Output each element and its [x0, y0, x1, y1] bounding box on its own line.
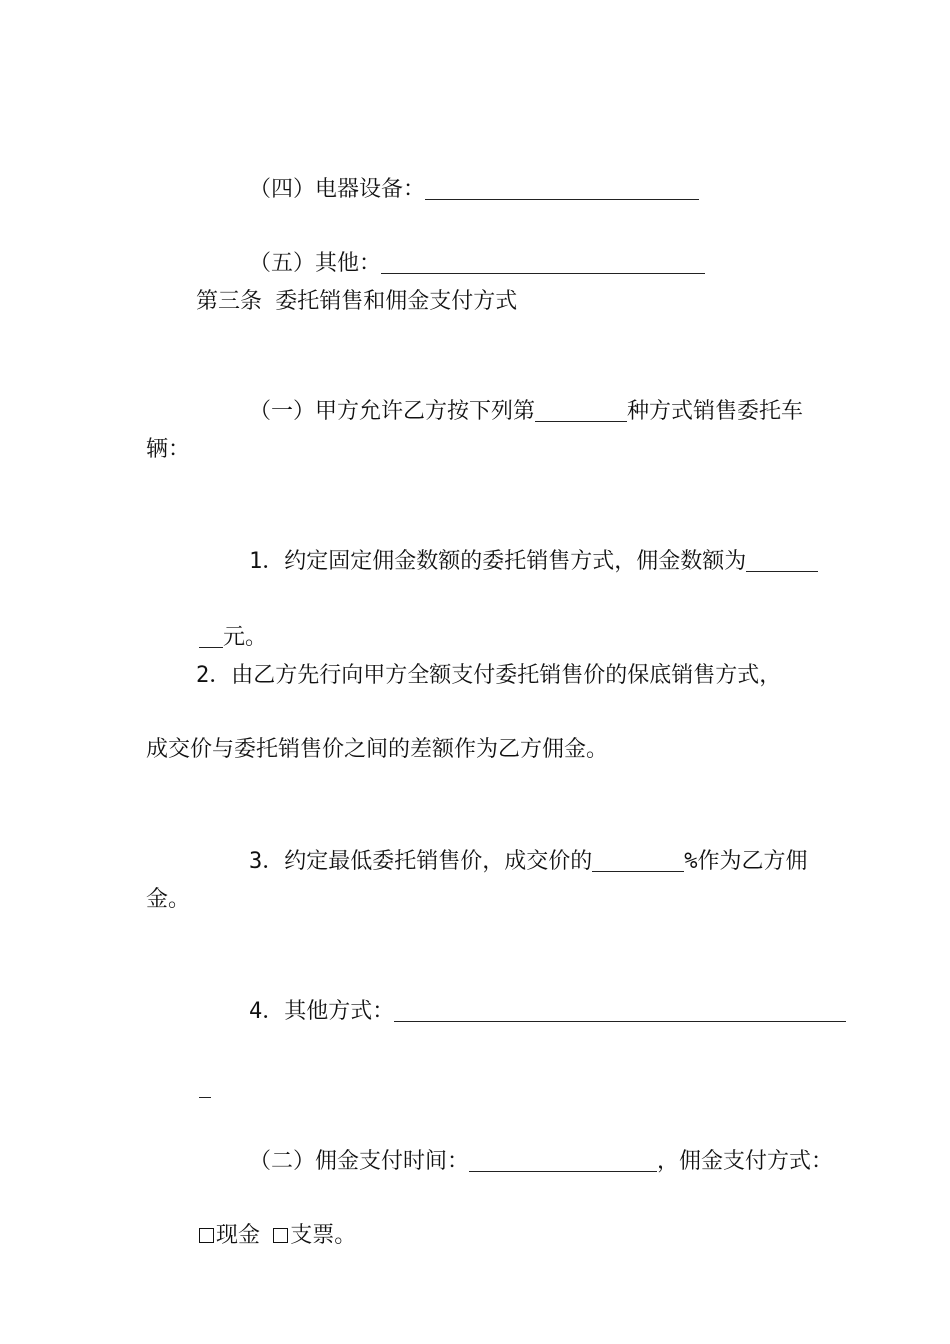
- fixed-commission-blank[interactable]: [746, 549, 818, 572]
- cash-checkbox[interactable]: [199, 1228, 214, 1243]
- payment-method-label: ，佣金支付方式：: [657, 1149, 834, 1174]
- fixed-commission-blank-cont[interactable]: [199, 625, 223, 648]
- payment-options-line: [146, 1182, 357, 1248]
- sale-method-continuation: 辆：: [146, 437, 191, 462]
- article-three-heading: 第三条 委托销售和佣金支付方式: [196, 289, 518, 314]
- other-item-blank[interactable]: [381, 251, 705, 274]
- payment-time-label: （二）佣金支付时间：: [248, 1149, 469, 1174]
- cheque-checkbox[interactable]: [273, 1228, 288, 1243]
- other-method-blank-cont[interactable]: [199, 1075, 211, 1098]
- electrical-equipment-line: [196, 136, 699, 202]
- option-spacer: [260, 1223, 273, 1248]
- sale-method-suffix: 种方式销售委托车: [627, 399, 804, 424]
- sale-method-prefix: （一）甲方允许乙方按下列第: [248, 399, 535, 424]
- fixed-commission-continuation: [146, 584, 267, 650]
- cheque-label: 支票。: [290, 1223, 357, 1248]
- fixed-commission-text: 1．约定固定佣金数额的委托销售方式，佣金数额为: [248, 549, 747, 574]
- fixed-commission-unit: 元。: [222, 625, 267, 650]
- payment-time-line: [196, 1108, 834, 1174]
- other-method-line: [196, 958, 846, 1024]
- payment-time-blank[interactable]: [469, 1149, 657, 1172]
- other-item-line: [196, 210, 705, 276]
- percentage-commission-continuation: 金。: [146, 887, 191, 912]
- sale-method-line: [196, 358, 804, 424]
- electrical-equipment-blank[interactable]: [425, 177, 699, 200]
- other-method-blank[interactable]: [394, 999, 846, 1022]
- other-item-label: （五）其他：: [248, 251, 381, 276]
- percentage-commission-line: [196, 808, 808, 874]
- percentage-blank[interactable]: [592, 849, 684, 872]
- other-method-continuation: [146, 1034, 211, 1070]
- fixed-commission-line: [196, 508, 818, 574]
- guaranteed-sale-line: 2．由乙方先行向甲方全额支付委托销售价的保底销售方式，: [196, 663, 782, 688]
- cash-label: 现金: [215, 1223, 260, 1248]
- electrical-equipment-label: （四）电器设备：: [248, 177, 425, 202]
- other-method-label: 4．其他方式：: [248, 999, 395, 1024]
- guaranteed-sale-continuation: 成交价与委托销售价之间的差额作为乙方佣金。: [146, 737, 609, 762]
- percentage-commission-prefix: 3．约定最低委托销售价，成交价的: [248, 849, 593, 874]
- percentage-commission-suffix: %作为乙方佣: [684, 849, 808, 874]
- sale-method-blank[interactable]: [535, 399, 627, 422]
